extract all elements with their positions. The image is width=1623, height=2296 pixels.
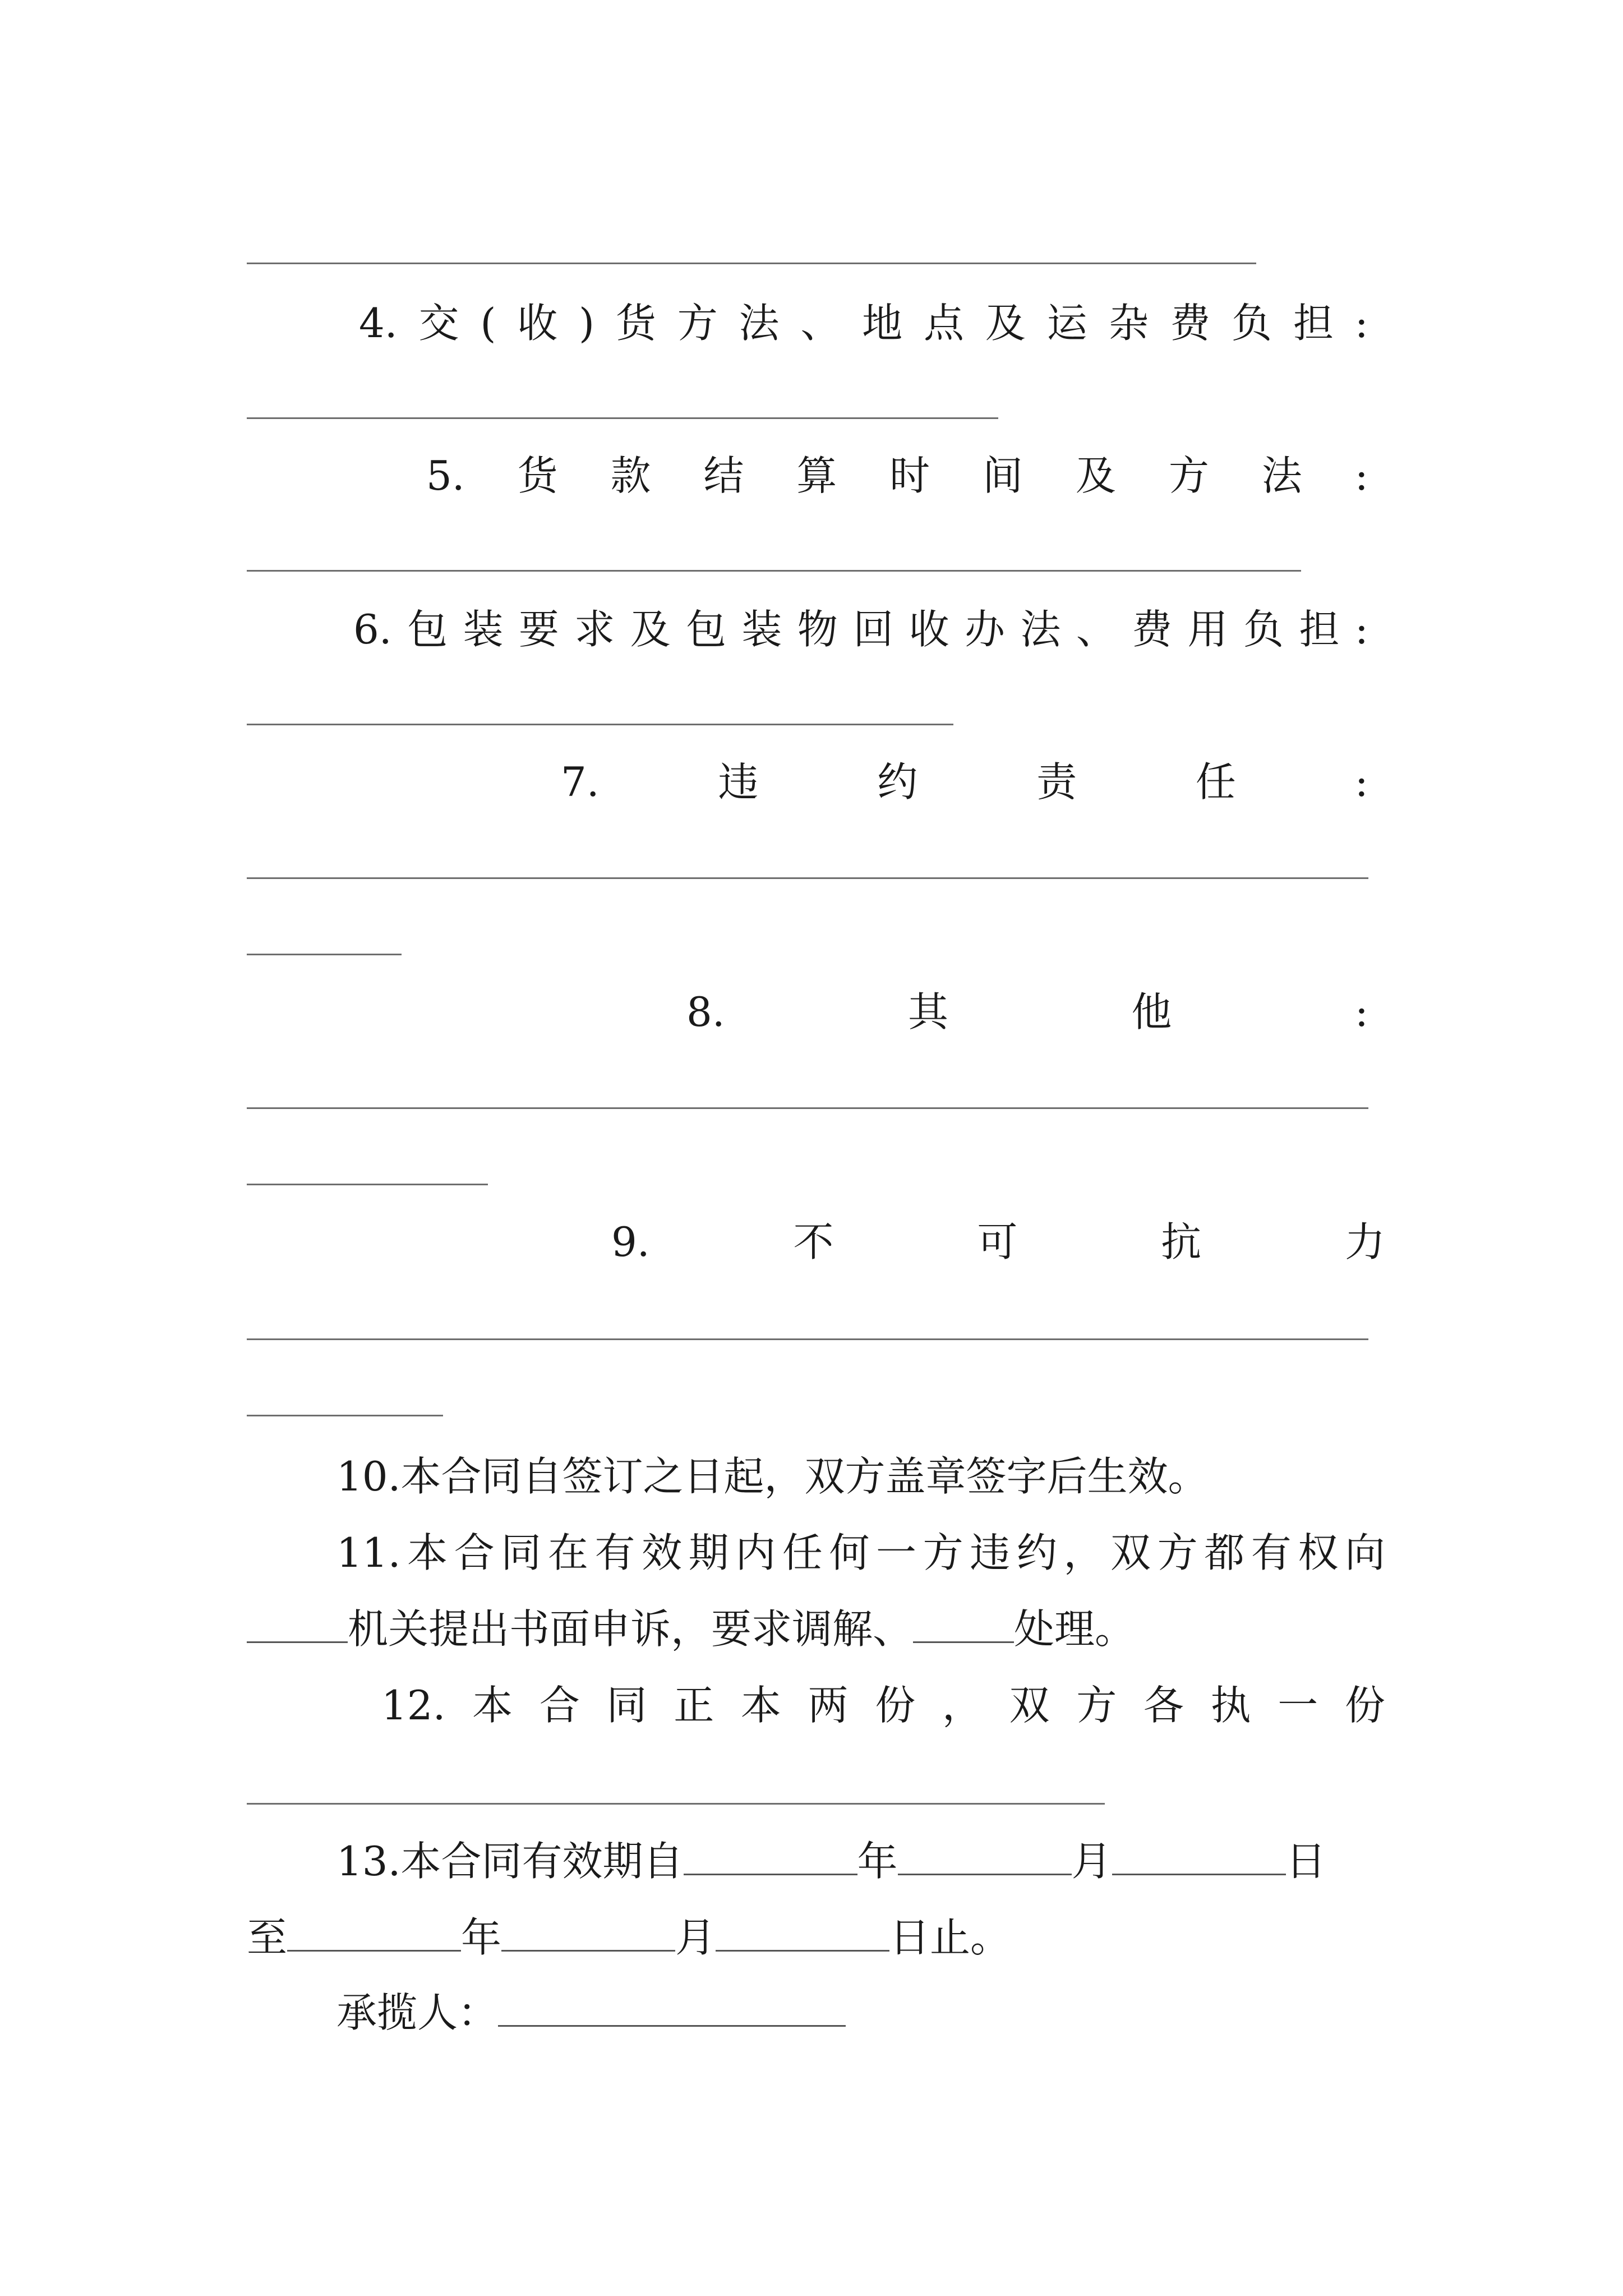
fill-line xyxy=(247,1803,1105,1805)
end-day-blank[interactable] xyxy=(716,1917,889,1952)
clause-char: 货 xyxy=(615,300,656,347)
clause-char: 物 xyxy=(797,606,838,653)
clause-char: 向 xyxy=(1344,1529,1385,1576)
clause-char: 本 xyxy=(472,1682,513,1729)
clause-number: 13. xyxy=(336,1838,401,1885)
clause-char: 方 xyxy=(1076,1682,1117,1729)
clause-char: 要 xyxy=(518,606,559,653)
clause-char: 运 xyxy=(1046,300,1087,347)
clause-char: 地 xyxy=(862,300,903,347)
clause-char: 间 xyxy=(983,452,1023,499)
clause-char: 交 xyxy=(418,300,459,347)
clause-char: 他 xyxy=(1131,988,1172,1036)
clause-char: : xyxy=(1354,758,1368,806)
clause-char: 费 xyxy=(1132,606,1173,653)
clause-char: 都 xyxy=(1204,1529,1245,1576)
clause-char: 杂 xyxy=(1108,300,1149,347)
clause-char: 任 xyxy=(782,1529,823,1576)
clause-char: 违 xyxy=(970,1529,1011,1576)
clause-char: : xyxy=(1354,300,1368,347)
clause-char: 回 xyxy=(853,606,894,653)
clause-char: ( xyxy=(480,300,496,347)
clause-char: 及 xyxy=(1075,452,1116,499)
clause-char: 担 xyxy=(1299,606,1340,653)
clause-char: 装 xyxy=(741,606,782,653)
start-month-blank[interactable] xyxy=(898,1841,1072,1875)
month-label: 月 xyxy=(1071,1838,1112,1885)
clause-char: ， xyxy=(1063,1529,1104,1576)
clause-char: 款 xyxy=(610,452,651,499)
clause-char: 力 xyxy=(1344,1218,1385,1266)
clause-text: 处理。 xyxy=(1014,1605,1136,1653)
end-month-blank[interactable] xyxy=(501,1917,675,1952)
clause-char: 有 xyxy=(594,1529,635,1576)
clause-char: 约 xyxy=(1016,1529,1057,1576)
clause-char: 份 xyxy=(875,1682,916,1729)
clause-4 xyxy=(359,296,1368,350)
fill-line xyxy=(247,263,1256,264)
day-label: 日 xyxy=(1285,1838,1326,1885)
clause-char: 期 xyxy=(688,1529,729,1576)
month-label: 月 xyxy=(675,1914,716,1961)
clause-char: 用 xyxy=(1187,606,1228,653)
clause-char: 收 xyxy=(909,606,949,653)
clause-7 xyxy=(561,755,1368,809)
clause-char: 执 xyxy=(1210,1682,1251,1729)
clause-13-continued xyxy=(247,1911,1011,1964)
clause-9 xyxy=(611,1215,1385,1269)
clause-char: 包 xyxy=(686,606,727,653)
clause-char: 收 xyxy=(517,300,558,347)
clause-char: 结 xyxy=(703,452,744,499)
clause-char: 方 xyxy=(1168,452,1209,499)
clause-12 xyxy=(381,1678,1385,1732)
clause-char: 算 xyxy=(796,452,837,499)
clause-char: 货 xyxy=(517,452,558,499)
arbitration-blank[interactable] xyxy=(913,1609,1014,1643)
clause-10 xyxy=(336,1450,1209,1503)
fill-line xyxy=(247,724,953,725)
clause-char: 违 xyxy=(718,758,759,806)
clause-char: 内 xyxy=(735,1529,776,1576)
end-label: 日止。 xyxy=(889,1914,1011,1961)
clause-char: 责 xyxy=(1036,758,1077,806)
authority-blank[interactable] xyxy=(247,1609,348,1643)
clause-char: 同 xyxy=(606,1682,647,1729)
clause-char: 费 xyxy=(1170,300,1211,347)
clause-char: 求 xyxy=(574,606,615,653)
clause-text: 本合同自签订之日起，双方盖章签字后生效。 xyxy=(400,1453,1209,1500)
fill-line xyxy=(247,877,1368,879)
clause-char: 、 xyxy=(800,300,841,347)
clause-char: 双 xyxy=(1009,1682,1050,1729)
clause-char: 方 xyxy=(677,300,718,347)
fill-line xyxy=(247,1184,488,1185)
clause-char: 时 xyxy=(889,452,930,499)
clause-char: 任 xyxy=(1195,758,1236,806)
clause-number: 4. xyxy=(359,300,398,347)
clause-char: 包 xyxy=(407,606,448,653)
clause-char: ) xyxy=(579,300,595,347)
clause-char: 本 xyxy=(740,1682,781,1729)
clause-char: 方 xyxy=(923,1529,963,1576)
clause-char: ， xyxy=(942,1682,983,1729)
clause-char: 可 xyxy=(977,1218,1018,1266)
clause-char: 办 xyxy=(964,606,1005,653)
clause-char: : xyxy=(1354,606,1368,653)
clause-char: : xyxy=(1354,452,1368,499)
clause-char: 装 xyxy=(463,606,504,653)
clause-char: 负 xyxy=(1232,300,1272,347)
year-label: 年 xyxy=(461,1914,502,1961)
clause-char: 合 xyxy=(454,1529,495,1576)
clause-number: 12. xyxy=(381,1682,446,1729)
clause-number: 8. xyxy=(686,988,725,1036)
clause-char: 负 xyxy=(1243,606,1284,653)
clause-char: 、 xyxy=(1076,606,1117,653)
clause-number: 11. xyxy=(336,1529,401,1576)
clause-char: 担 xyxy=(1293,300,1334,347)
clause-char: 份 xyxy=(1344,1682,1385,1729)
clause-char: 何 xyxy=(829,1529,870,1576)
clause-char: 法 xyxy=(1261,452,1302,499)
contractor-label: 承揽人： xyxy=(336,1989,499,2036)
start-year-blank[interactable] xyxy=(684,1841,857,1875)
clause-char: 约 xyxy=(877,758,918,806)
clause-5 xyxy=(426,449,1368,503)
clause-text: 本合同有效期自 xyxy=(400,1838,684,1885)
clause-char: 点 xyxy=(923,300,964,347)
clause-8 xyxy=(686,985,1368,1039)
clause-char: 权 xyxy=(1298,1529,1339,1576)
fill-line xyxy=(247,417,998,419)
clause-number: 5. xyxy=(426,452,465,499)
fill-line xyxy=(247,1338,1368,1340)
clause-text: 机关提出书面申诉，要求调解、 xyxy=(348,1605,914,1653)
clause-char: 各 xyxy=(1143,1682,1184,1729)
clause-char: 正 xyxy=(674,1682,714,1729)
contractor-signature xyxy=(336,1986,846,2040)
clause-number: 10. xyxy=(336,1453,401,1500)
clause-char: 两 xyxy=(808,1682,849,1729)
clause-char: 本 xyxy=(407,1529,448,1576)
clause-number: 6. xyxy=(353,606,392,653)
clause-char: 抗 xyxy=(1161,1218,1202,1266)
clause-char: 合 xyxy=(539,1682,580,1729)
clause-char: 方 xyxy=(1157,1529,1198,1576)
year-label: 年 xyxy=(857,1838,898,1885)
fill-line xyxy=(247,954,402,955)
clause-char: 效 xyxy=(642,1529,683,1576)
clause-char: 有 xyxy=(1251,1529,1292,1576)
clause-char: 不 xyxy=(793,1218,834,1266)
clause-char: 同 xyxy=(501,1529,542,1576)
clause-number: 7. xyxy=(561,758,600,806)
fill-line xyxy=(247,570,1301,572)
clause-11-continued xyxy=(247,1602,1135,1656)
clause-char: 法 xyxy=(1020,606,1061,653)
clause-6 xyxy=(353,602,1368,656)
contractor-signature-blank[interactable] xyxy=(498,1993,846,2027)
start-day-blank[interactable] xyxy=(1112,1841,1286,1875)
clause-char: 双 xyxy=(1110,1529,1151,1576)
clause-number: 9. xyxy=(611,1218,650,1266)
clause-char: 及 xyxy=(985,300,1026,347)
clause-char: 一 xyxy=(876,1529,917,1576)
fill-line xyxy=(247,1415,443,1416)
clause-11 xyxy=(336,1526,1385,1580)
clause-13 xyxy=(336,1834,1326,1888)
clause-char: 在 xyxy=(547,1529,588,1576)
end-year-blank[interactable] xyxy=(287,1917,461,1952)
clause-char: 其 xyxy=(908,988,949,1036)
to-label: 至 xyxy=(247,1914,288,1961)
clause-char: 一 xyxy=(1278,1682,1318,1729)
clause-char: 及 xyxy=(630,606,671,653)
clause-char: 法 xyxy=(739,300,780,347)
clause-char: : xyxy=(1354,988,1368,1036)
fill-line xyxy=(247,1107,1368,1109)
